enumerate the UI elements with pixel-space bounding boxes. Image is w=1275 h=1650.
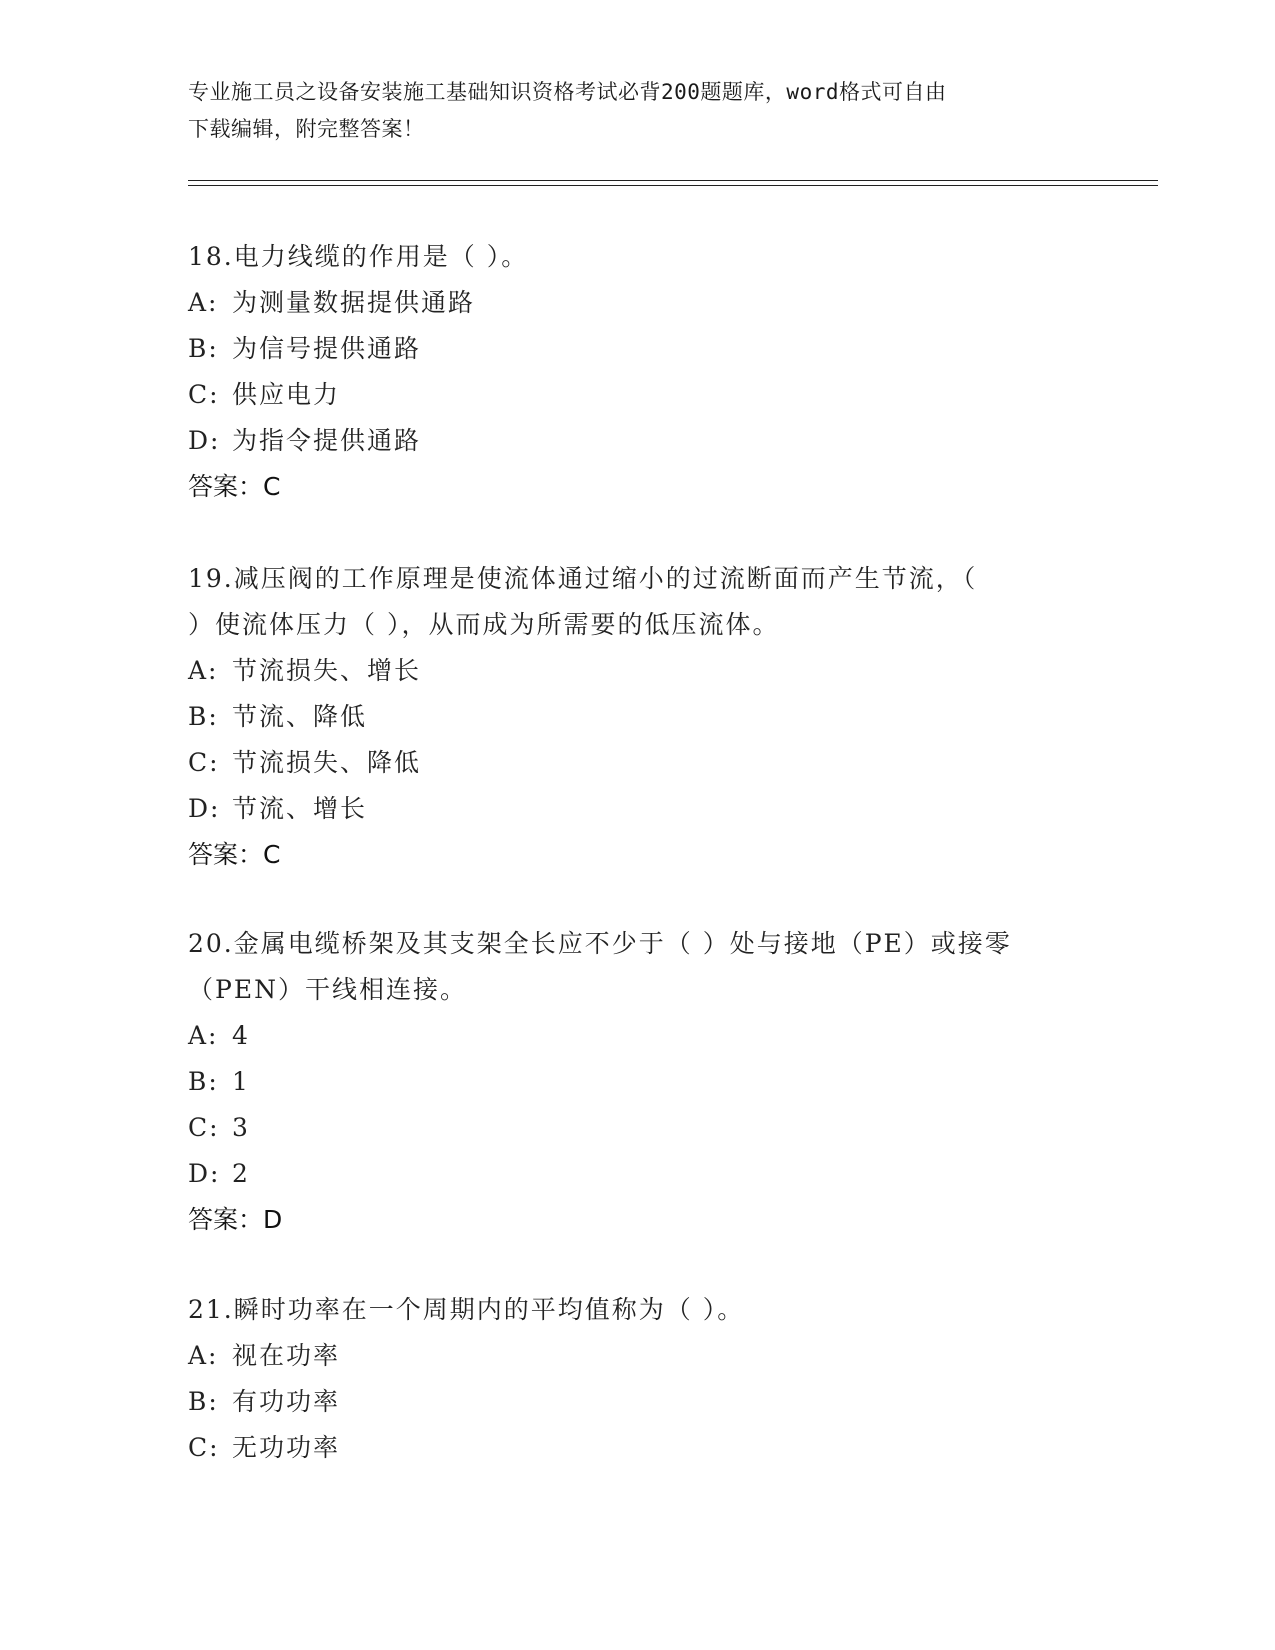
option-text: 节流、增长 <box>232 794 368 823</box>
option-text: 节流、降低 <box>232 702 368 731</box>
header-divider-top <box>188 180 1158 181</box>
option-text: 4 <box>232 1021 250 1050</box>
option-text: 供应电力 <box>232 380 341 409</box>
option-letter: A: <box>188 1341 219 1370</box>
option-letter: A: <box>188 1021 219 1050</box>
option-c <box>188 1425 1088 1471</box>
option-a <box>188 648 1088 694</box>
header-divider-bottom <box>188 185 1158 186</box>
option-c <box>188 740 1088 786</box>
option-letter: C: <box>188 1113 220 1142</box>
option-a <box>188 1013 1088 1059</box>
option-text: 3 <box>232 1113 250 1142</box>
option-text: 为测量数据提供通路 <box>232 288 476 317</box>
option-letter: A: <box>188 288 219 317</box>
answer-line: 答案：D <box>188 1205 283 1234</box>
question-stem-line: 18.电力线缆的作用是（ ）。 <box>188 242 529 271</box>
document-header <box>188 74 1088 148</box>
option-d <box>188 418 1088 464</box>
option-letter: D: <box>188 426 221 455</box>
question-18 <box>188 234 1088 510</box>
header-line-1: 专业施工员之设备安装施工基础知识资格考试必背200题题库，word格式可自由 <box>188 80 947 104</box>
answer-line: 答案：C <box>188 472 281 501</box>
question-stem-line: 20.金属电缆桥架及其支架全长应不少于（ ）处与接地（PE）或接零 <box>188 929 1012 958</box>
option-b <box>188 694 1088 740</box>
question-stem-line: 21.瞬时功率在一个周期内的平均值称为（ ）。 <box>188 1295 745 1324</box>
question-stem <box>188 921 1088 1013</box>
question-stem-line: （PEN）干线相连接。 <box>188 975 467 1004</box>
option-letter: B: <box>188 1067 219 1096</box>
option-letter: B: <box>188 334 219 363</box>
option-text: 1 <box>232 1067 250 1096</box>
option-text: 无功功率 <box>232 1433 341 1462</box>
header-line-2: 下载编辑，附完整答案！ <box>188 117 425 141</box>
option-a <box>188 280 1088 326</box>
question-stem-line: 19.减压阀的工作原理是使流体通过缩小的过流断面而产生节流，（ <box>188 564 978 593</box>
question-20 <box>188 921 1088 1243</box>
answer-line: 答案：C <box>188 840 281 869</box>
option-letter: B: <box>188 1387 219 1416</box>
option-letter: C: <box>188 380 220 409</box>
question-stem <box>188 1287 1088 1333</box>
option-b <box>188 326 1088 372</box>
option-d <box>188 1151 1088 1197</box>
question-stem <box>188 234 1088 280</box>
option-c <box>188 372 1088 418</box>
question-stem-line: ）使流体压力（ ），从而成为所需要的低压流体。 <box>188 610 780 639</box>
option-b <box>188 1059 1088 1105</box>
option-letter: B: <box>188 702 219 731</box>
option-text: 视在功率 <box>232 1341 341 1370</box>
option-text: 2 <box>232 1159 250 1188</box>
option-text: 为信号提供通路 <box>232 334 422 363</box>
option-letter: C: <box>188 1433 220 1462</box>
option-letter: D: <box>188 1159 221 1188</box>
question-stem <box>188 556 1088 648</box>
option-a <box>188 1333 1088 1379</box>
option-letter: D: <box>188 794 221 823</box>
question-21 <box>188 1287 1088 1471</box>
question-19 <box>188 556 1088 878</box>
option-letter: A: <box>188 656 219 685</box>
option-b <box>188 1379 1088 1425</box>
option-text: 有功功率 <box>232 1387 341 1416</box>
option-d <box>188 786 1088 832</box>
option-c <box>188 1105 1088 1151</box>
option-letter: C: <box>188 748 220 777</box>
option-text: 节流损失、增长 <box>232 656 422 685</box>
option-text: 为指令提供通路 <box>232 426 422 455</box>
option-text: 节流损失、降低 <box>232 748 422 777</box>
